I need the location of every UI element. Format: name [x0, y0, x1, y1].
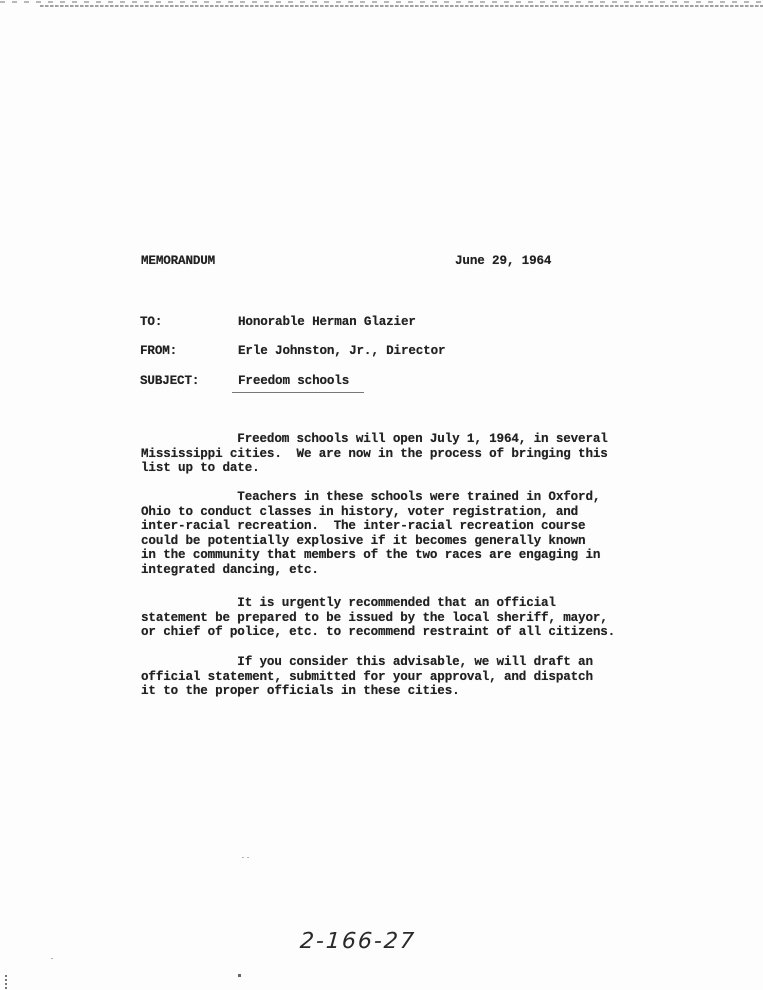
paragraph-line: It is urgently recommended that an official — [141, 596, 556, 610]
scan-speck — [242, 857, 244, 858]
to-label: TO: — [140, 315, 163, 329]
scan-speck — [238, 974, 241, 977]
scan-top-rule — [40, 5, 763, 7]
memo-heading: MEMORANDUM — [141, 254, 216, 268]
paragraph-line: inter-racial recreation. The inter-racial recreation course — [141, 519, 586, 534]
body-paragraph-4 — [141, 655, 621, 699]
paragraph-line: list up to date. — [141, 461, 260, 476]
subject-underline — [232, 392, 364, 393]
paragraph-line: it to the proper officials in these cities. — [141, 684, 460, 699]
body-paragraph-2 — [141, 490, 621, 578]
body-paragraph-3 — [141, 596, 621, 640]
paragraph-line: or chief of police, etc. to recommend restraint of all citizens. — [141, 625, 616, 640]
subject-label: SUBJECT: — [140, 374, 200, 388]
scan-speck — [51, 958, 53, 959]
scan-edge-dashes — [0, 1, 763, 3]
body-paragraph-1 — [141, 432, 621, 476]
paragraph-line: statement be prepared to be issued by the local sheriff, mayor, — [141, 610, 608, 625]
paragraph-line: Mississippi cities. We are now in the process of bringing this — [141, 446, 608, 461]
from-value: Erle Johnston, Jr., Director — [238, 344, 446, 358]
handwritten-file-number: 2-166-27 — [299, 929, 417, 954]
paragraph-line: Ohio to conduct classes in history, voter registration, and — [141, 504, 579, 519]
paragraph-line: Freedom schools will open July 1, 1964, in several — [141, 432, 608, 446]
paragraph-line: in the community that members of the two races are engaging in — [141, 548, 601, 563]
to-value: Honorable Herman Glazier — [238, 315, 416, 329]
from-label: FROM: — [140, 344, 178, 358]
paragraph-line: integrated dancing, etc. — [141, 562, 319, 577]
memo-date: June 29, 1964 — [455, 254, 552, 268]
paragraph-line: Teachers in these schools were trained in Oxford, — [141, 490, 601, 504]
subject-value: Freedom schools — [238, 374, 350, 388]
paragraph-line: could be potentially explosive if it becomes generally known — [141, 533, 586, 548]
scan-left-mark — [5, 975, 7, 989]
paragraph-line: official statement, submitted for your approval, and dispatch — [141, 669, 593, 684]
paragraph-line: If you consider this advisable, we will draft an — [141, 655, 593, 669]
scan-speck — [247, 857, 249, 858]
